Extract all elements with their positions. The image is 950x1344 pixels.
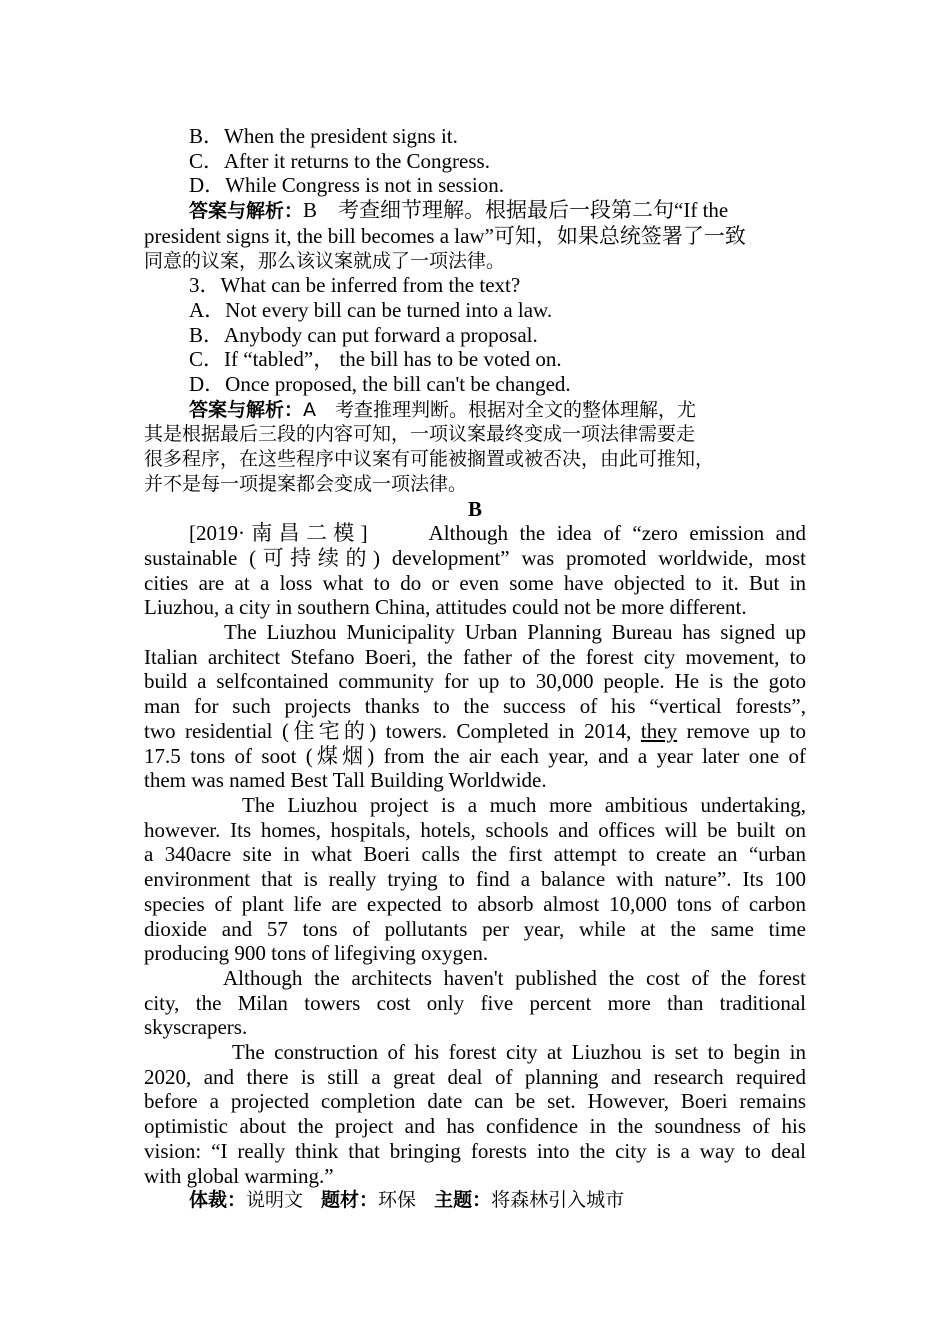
passage-meta — [144, 1188, 806, 1213]
q3-question: 3．What can be inferred from the text? — [189, 273, 521, 298]
q3-answer-line-3: 很多程序，在这些程序中议案有可能被搁置或被否决，由此可推知， — [144, 448, 715, 471]
paragraph-line: build a selfcontained community for up to 30,000 people. He is the goto — [144, 669, 806, 694]
q3-option-a: A．Not every bill can be turned into a law. — [189, 297, 553, 322]
q2-answer-text-1: B 考查细节理解。根据最后一段第二句“If the — [303, 198, 729, 223]
passage-paragraph-2 — [144, 620, 806, 793]
q2-option-d: D．While Congress is not in session. — [189, 173, 504, 198]
paragraph-line: a 340acre site in what Boeri calls the first attempt to create an “urban — [144, 842, 806, 867]
q3-option-c: C．If “tabled”， the bill has to be voted on. — [189, 347, 562, 372]
paragraph-line: The Liuzhou project is a much more ambitious undertaking, — [242, 792, 806, 817]
genre-label: 体裁： — [189, 1189, 247, 1212]
passage-paragraph-3 — [144, 793, 806, 966]
paragraph-line: before a projected completion date can be set. However, Boeri remains — [144, 1089, 806, 1114]
topic-value: 环保 — [378, 1189, 417, 1212]
paragraph-line: however. Its homes, hospitals, hotels, schools and offices will be built on — [144, 817, 806, 842]
paragraph-line: producing 900 tons of lifegiving oxygen. — [144, 941, 489, 966]
paragraph-line: Although the architects haven't published the cost of the forest — [223, 965, 806, 990]
passage-paragraph-4 — [144, 966, 806, 1040]
paragraph-line: skyscrapers. — [144, 1015, 248, 1040]
q2-option-c: C．After it returns to the Congress. — [189, 148, 490, 173]
paragraph-line: The Liuzhou Municipality Urban Planning Bureau has signed up — [224, 620, 806, 645]
passage-heading: B — [467, 496, 482, 521]
theme-label: 主题： — [434, 1189, 492, 1212]
paragraph-line: environment that is really trying to find a balance with nature”. Its 100 — [144, 867, 806, 892]
q2-answer-line-3: 同意的议案，那么该议案就成了一项法律。 — [144, 249, 506, 272]
q3-answer-text-1: A 考查推理判断。根据对全文的整体理解，尤 — [303, 398, 697, 421]
passage-paragraph-1 — [144, 521, 806, 620]
document-page — [144, 124, 806, 1213]
paragraph-line: city, the Milan towers cost only five percent more than traditional — [144, 990, 806, 1015]
line-part: two residential (住宅的) towers. Completed in 2014, — [144, 718, 641, 743]
q2-answer-label: 答案与解析： — [189, 200, 304, 223]
q3-option-d: D．Once proposed, the bill can't be changed. — [189, 372, 571, 397]
paragraph-line: The construction of his forest city at Liuzhou is set to begin in — [232, 1040, 806, 1065]
q3-answer-line-2: 其是根据最后三段的内容可知，一项议案最终变成一项法律需要走 — [144, 423, 696, 446]
line-part: remove up to — [677, 718, 806, 743]
passage-paragraph-5 — [144, 1040, 806, 1188]
paragraph-line: optimistic about the project and has confidence in the soundness of his — [144, 1114, 806, 1139]
paragraph-line: Italian architect Stefano Boeri, the father of the forest city movement, to — [144, 644, 806, 669]
paragraph-line: Liuzhou, a city in southern China, attitudes could not be more different. — [144, 595, 747, 620]
q2-answer-line-1 — [144, 198, 806, 224]
paragraph-line: man for such projects thanks to the success of his “vertical forests”, — [144, 694, 806, 719]
paragraph-line: 17.5 tons of soot (煤烟) from the air each year, and a year later one of — [144, 743, 806, 768]
paragraph-line: vision: “I really think that bringing forests into the city is a way to deal — [144, 1138, 806, 1163]
paragraph-line: sustainable (可持续的) development” was promoted worldwide, most — [144, 545, 806, 570]
paragraph-line: with global warming.” — [144, 1163, 334, 1188]
genre-value: 说明文 — [246, 1189, 304, 1212]
underlined-word: they — [640, 718, 678, 743]
q3-answer-line-1 — [144, 397, 806, 423]
q3-answer-line-4: 并不是每一项提案都会变成一项法律。 — [144, 472, 468, 495]
paragraph-line: 2020, and there is still a great deal of planning and research required — [144, 1064, 806, 1089]
paragraph-line: them was named Best Tall Building Worldwide. — [144, 768, 547, 793]
q3-option-b: B．Anybody can put forward a proposal. — [189, 322, 538, 347]
q2-answer-line-2: president signs it, the bill becomes a law”可知，如果总统签署了一致 — [144, 223, 746, 248]
paragraph-line: [2019·南昌二模] Although the idea of “zero emission and — [189, 521, 806, 546]
q2-option-b: B．When the president signs it. — [189, 124, 458, 148]
q2-answer-explanation — [144, 198, 806, 273]
paragraph-line: dioxide and 57 tons of pollutants per year, while at the same time — [144, 916, 806, 941]
topic-label: 题材： — [321, 1189, 379, 1212]
theme-value: 将森林引入城市 — [491, 1189, 625, 1212]
q3-answer-label: 答案与解析： — [189, 398, 304, 421]
paragraph-line: cities are at a loss what to do or even some have objected to it. But in — [144, 570, 806, 595]
q3-answer-explanation — [144, 397, 806, 497]
paragraph-line — [144, 719, 806, 744]
paragraph-line: species of plant life are expected to absorb almost 10,000 tons of carbon — [144, 891, 806, 916]
